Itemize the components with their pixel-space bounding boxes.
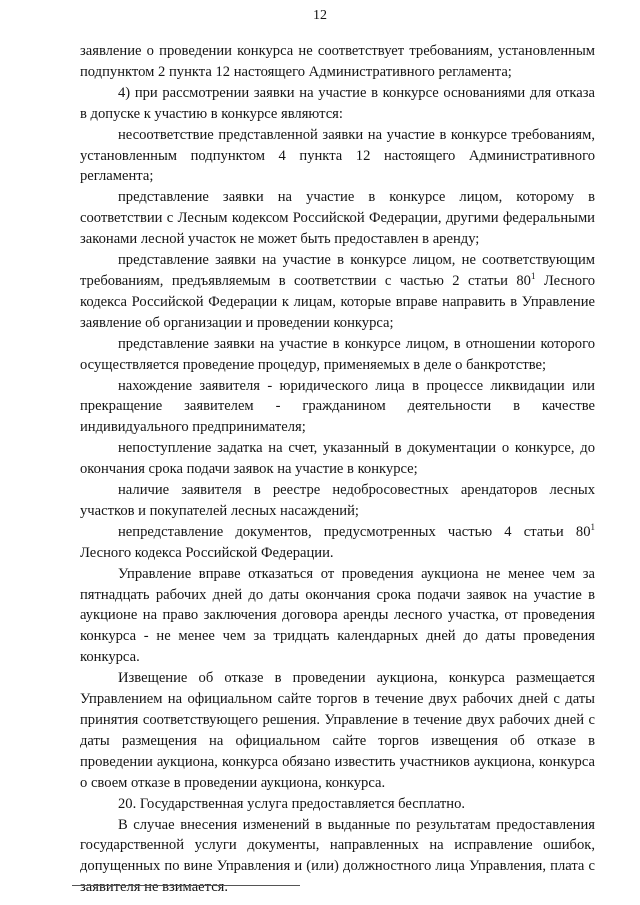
paragraph: В случае внесения изменений в выданные по результатам предоставления государственной услуги документы, направленных на исправление ошибок, допущенных по вине Управления и (или) должностного лица Управления, плата с заявителя не взимается.: [80, 816, 595, 896]
footer-divider: [72, 885, 300, 886]
paragraph-text: Лесного кодекса Российской Федерации.: [80, 544, 334, 561]
page-number: 12: [313, 8, 327, 23]
paragraph-with-footnote: [80, 250, 595, 334]
paragraph: представление заявки на участие в конкурсе лицом, которому в соответствии с Лесным кодексом Российской Федерации, другими федеральными законами лесной участок не может быть предоставлен в аренду;: [80, 189, 595, 248]
paragraph-with-footnote: [80, 522, 595, 564]
superscript: 1: [530, 270, 536, 281]
paragraph-text: непредставление документов, предусмотренных частью 4 статьи 80: [118, 523, 591, 540]
paragraph: представление заявки на участие в конкурсе лицом, в отношении которого осуществляется проведение процедур, применяемых в деле о банкротстве;: [80, 335, 595, 373]
paragraph: 20. Государственная услуга предоставляется бесплатно.: [118, 795, 466, 812]
paragraph: 4) при рассмотрении заявки на участие в конкурсе основаниями для отказа в допуске к участию в конкурсе являются:: [80, 84, 595, 122]
paragraph-text: Лесного кодекса Российской Федерации к лицам, которые вправе направить в Управление заявление об организации и проведении конкурса;: [80, 272, 595, 331]
paragraph: заявление о проведении конкурса не соответствует требованиям, установленным подпунктом 2 пункта 12 настоящего Административного регламента;: [80, 43, 595, 80]
paragraph-text: представление заявки на участие в конкурсе лицом, не соответствующим требованиям, предъявляемым в соответствии с частью 2 статьи 80: [80, 252, 595, 289]
document-body: [80, 41, 595, 898]
paragraph: несоответствие представленной заявки на участие в конкурсе требованиям, установленным подпунктом 4 пункта 12 настоящего Административного регламента;: [80, 126, 595, 185]
superscript: 1: [590, 521, 595, 532]
paragraph: Управление вправе отказаться от проведения аукциона не менее чем за пятнадцать рабочих дней до даты окончания срока подачи заявок на участие в аукционе на право заключения договора аренды лесного участка, от проведения конкурса - не менее чем за тридцать календарных дней до даты проведения конкурса.: [80, 565, 595, 666]
paragraph: нахождение заявителя - юридического лица в процессе ликвидации или прекращение заявителем - гражданином деятельности в качестве индивидуального предпринимателя;: [80, 377, 595, 436]
paragraph: наличие заявителя в реестре недобросовестных арендаторов лесных участков и покупателей лесных насаждений;: [80, 482, 595, 519]
paragraph: непоступление задатка на счет, указанный в документации о конкурсе, до окончания срока подачи заявок на участие в конкурсе;: [80, 440, 595, 478]
paragraph: Извещение об отказе в проведении аукциона, конкурса размещается Управлением на официальном сайте торгов в течение двух рабочих дней с даты принятия соответствующего решения. Управление в течение двух рабочих дней с даты размещения на официальном сайте торгов извещения об отказе в проведении аукциона, конкурса обязано известить участников аукциона, конкурса о своем отказе в проведении аукциона, конкурса.: [80, 670, 595, 791]
